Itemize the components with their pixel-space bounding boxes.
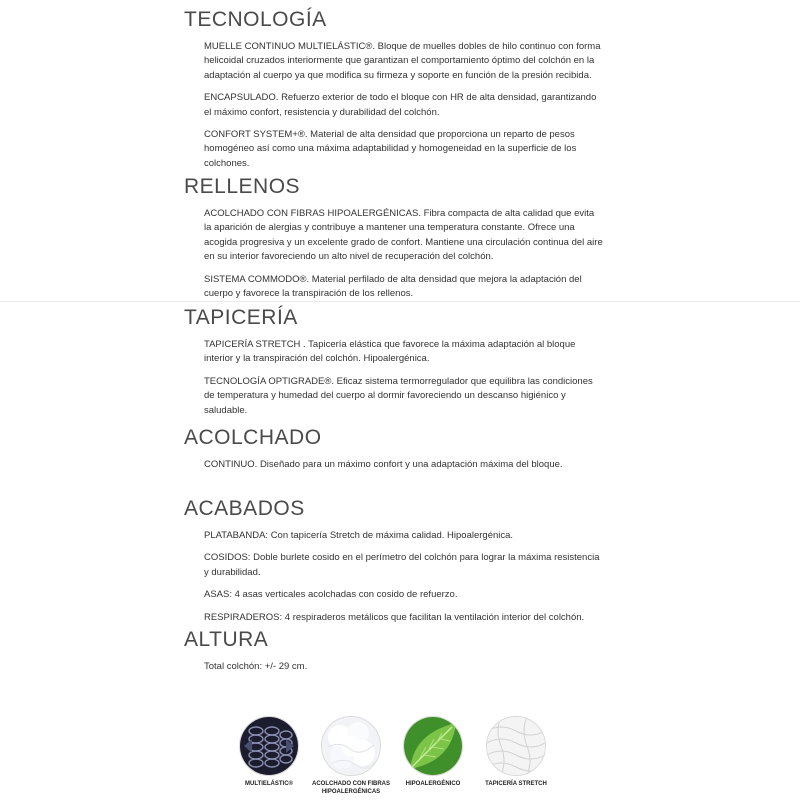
entry-muelle-continuo: MUELLE CONTINUO MULTIELÁSTIC®. Bloque de muelles dobles de hilo continuo con forma helicoidal cruzados interiormente que garantizan el comportamiento óptimo del colchón en la adaptación al cuerpo ya que modifica su firmeza y soporte en función de la presión recibida.	[204, 41, 601, 81]
section-title-acolchado: ACOLCHADO	[184, 426, 322, 449]
badge-hipoalergenico	[393, 716, 473, 788]
quilted-fabric-icon	[486, 716, 546, 776]
section-tecnologia	[184, 8, 624, 179]
section-rellenos	[184, 175, 624, 309]
badge-multielastic	[229, 716, 309, 788]
fiber-cotton-icon	[321, 716, 381, 776]
entry-encapsulado: ENCAPSULADO. Refuerzo exterior de todo el bloque con HR de alta densidad, garantizando el máximo confort, resistencia y durabilidad del colchón.	[204, 92, 597, 118]
entry-cosidos: COSIDOS: Doble burlete cosido en el perímetro del colchón para lograr la máxima resistencia y durabilidad.	[204, 552, 600, 578]
entry-continuo: CONTINUO. Diseñado para un máximo confort y una adaptación máxima del bloque.	[204, 459, 563, 470]
section-acolchado	[184, 426, 624, 480]
spring-coil-icon	[239, 716, 299, 776]
entry-sistema-commodo: SISTEMA COMMODO®. Material perfilado de alta densidad que mejora la adaptación del cuerpo y favorece la transpiración de los rellenos.	[204, 273, 582, 300]
badge-label: TAPICERÍA STRETCH	[485, 781, 547, 787]
badge-acolchado-fibras	[311, 716, 391, 796]
entry-asas: ASAS: 4 asas verticales acolchadas con cosido de refuerzo.	[204, 589, 458, 601]
section-title-tecnologia: TECNOLOGÍA	[184, 8, 327, 31]
section-altura	[184, 628, 624, 682]
entry-tecnologia-optigrade: TECNOLOGÍA OPTIGRADE®. Eficaz sistema termorregulador que equilibra las condiciones de temperatura y humedad del cuerpo al dormir favoreciendo un descanso higiénico y saludable.	[204, 375, 593, 416]
badge-label: ACOLCHADO CON FIBRAS HIPOALERGÉNICAS	[312, 781, 390, 795]
entry-acolchado-fibras: ACOLCHADO CON FIBRAS HIPOALERGÉNICAS. Fibra compacta de alta calidad que evita la aparición de alergias y contribuye a mantener una temperatura constante. Ofrece una acogida progresiva y un excelente grado de confort. Mantiene una circulación continua del aire en su interior favoreciendo un alto nivel de recuperación del colchón.	[204, 208, 603, 263]
section-title-rellenos: RELLENOS	[184, 175, 301, 198]
entry-confort-system: CONFORT SYSTEM+®. Material de alta densidad que proporciona un reparto de pesos homogéneo así como una máxima adaptabilidad y homogeneidad en la superficie de los colchones.	[204, 129, 577, 169]
entry-platabanda: PLATABANDA: Con tapicería Stretch de máxima calidad. Hipoalergénica.	[204, 530, 514, 541]
section-tapiceria	[184, 306, 624, 426]
section-title-tapiceria: TAPICERÍA	[184, 306, 298, 329]
entry-tapiceria-stretch: TAPICERÍA STRETCH . Tapicería elástica que favorece la máxima adaptación al bloque interior y la transpiración del colchón. Hipoalergénica.	[204, 339, 576, 365]
section-title-acabados: ACABADOS	[184, 497, 305, 520]
entry-total-colchon: Total colchón: +/- 29 cm.	[204, 661, 308, 672]
section-acabados	[184, 497, 624, 633]
section-title-altura: ALTURA	[184, 628, 269, 651]
badge-tapiceria-stretch	[476, 716, 556, 788]
badge-label: MULTIELÁSTIC®	[245, 781, 293, 787]
section-divider	[0, 301, 800, 302]
badge-label: HIPOALERGÉNICO	[405, 781, 461, 787]
green-leaf-icon	[403, 716, 463, 776]
entry-respiraderos: RESPIRADEROS: 4 respiraderos metálicos que facilitan la ventilación interior del colchón.	[204, 611, 585, 623]
feature-badges	[0, 716, 800, 800]
